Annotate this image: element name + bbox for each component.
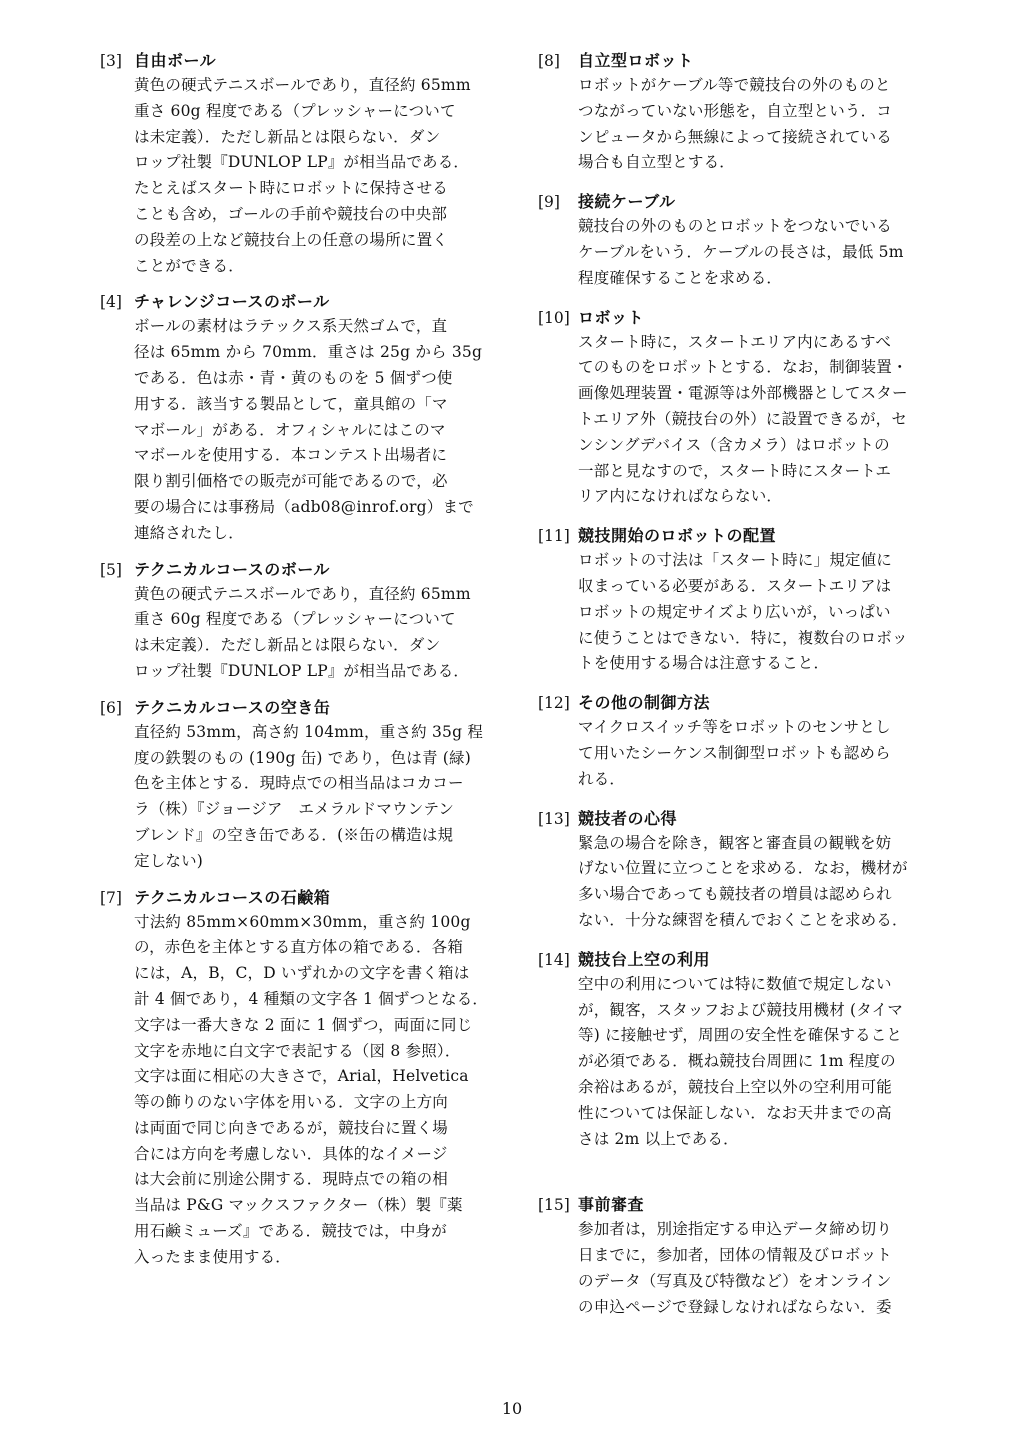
text-line: 要の場合には事務局（adb08@inrof.org）まで — [134, 497, 474, 516]
text-line: 黄色の硬式テニスボールであり，直径約 65mm — [134, 76, 471, 94]
section-heading — [538, 305, 948, 330]
text-line: て用いたシーケンス制御型ロボットも認めら — [578, 743, 891, 762]
text-line: 合には方向を考慮しない．具体的なイメージ — [134, 1144, 448, 1163]
section-number: [7] — [100, 888, 122, 907]
text-line: 計 4 個であり，4 種類の文字各 1 個ずつとなる． — [134, 989, 489, 1008]
text-line: スタート時に，スタートエリア内にあるすべ — [578, 332, 892, 351]
section-5 — [100, 557, 500, 685]
section-title: 競技開始のロボットの配置 — [578, 526, 777, 546]
text-line: が必須である．概ね競技台周囲に 1m 程度の — [578, 1052, 896, 1071]
text-line: ロボットの規定サイズより広いが，いっぱい — [578, 602, 891, 621]
section-number: [9] — [538, 193, 560, 212]
text-line: のデータ（写真及び特徴など）をオンライン — [578, 1271, 892, 1290]
text-line: 多い場合であっても競技者の増員は認められ — [578, 885, 892, 904]
page-number: 10 — [501, 1399, 523, 1418]
section-9 — [538, 189, 948, 291]
section-heading — [538, 947, 948, 972]
section-heading — [100, 557, 500, 582]
text-line: 画像処理装置・電源等は外部機器としてスター — [578, 384, 908, 403]
section-14 — [538, 947, 948, 1153]
section-heading — [100, 885, 500, 910]
text-line: 寸法約 85mm×60mm×30mm，重さ約 100g — [134, 912, 471, 931]
right-column — [538, 48, 948, 1320]
section-body — [578, 972, 948, 1153]
section-body — [134, 73, 500, 279]
text-line: 緊急の場合を除き，観客と審査員の観戦を妨 — [578, 833, 892, 852]
section-title: 接続ケーブル — [578, 192, 676, 212]
section-body — [134, 910, 500, 1271]
text-line: の段差の上など競技台上の任意の場所に置く — [134, 230, 449, 249]
section-15 — [538, 1192, 948, 1320]
section-heading — [538, 189, 948, 214]
text-line: 重さ 60g 程度である（プレッシャーについて — [134, 101, 456, 120]
text-line: の，赤色を主体とする直方体の箱である．各箱 — [134, 938, 464, 957]
text-line: ことができる． — [134, 256, 244, 275]
text-line: つながっていない形態を，自立型という．コ — [578, 101, 893, 120]
text-line: 当品は P&G マックスファクター（株）製『薬 — [134, 1196, 463, 1215]
text-line: 黄色の硬式テニスボールであり，直径約 65mm — [134, 584, 471, 603]
section-number: [3] — [100, 52, 122, 70]
text-line: ロップ社製『DUNLOP LP』が相当品である． — [134, 661, 470, 680]
text-line: 径は 65mm から 70mm．重さは 25g から 35g — [134, 343, 483, 362]
text-line: 度の鉄製のもの (190g 缶) であり，色は青 (緑) — [134, 748, 472, 767]
section-number: [4] — [100, 293, 122, 312]
section-body — [578, 73, 948, 176]
text-line: 用石鹸ミューズ』である．競技では，中身が — [134, 1222, 447, 1241]
text-line: は両面で同じ向きであるが，競技台に置く場 — [134, 1118, 449, 1137]
section-6 — [100, 695, 500, 875]
text-line: マイクロスイッチ等をロボットのセンサとし — [578, 718, 891, 737]
text-line: 競技台の外のものとロボットをつないでいる — [578, 217, 893, 236]
text-line: 等の飾りのない字体を用いる．文字の上方向 — [134, 1093, 449, 1112]
section-title: テクニカルコースのボール — [134, 559, 330, 579]
section-body — [134, 720, 500, 875]
text-line: マボール」がある．オフィシャルにはこのマ — [134, 420, 446, 439]
text-line: げない位置に立つことを求める．なお，機材が — [578, 859, 908, 878]
section-8 — [538, 48, 948, 176]
text-line: ロップ社製『DUNLOP LP』が相当品である． — [134, 153, 470, 172]
text-line: ブレンド』の空き缶である．(※缶の構造は規 — [134, 825, 454, 844]
section-heading — [538, 48, 948, 73]
text-line: 余裕はあるが，競技台上空以外の空利用可能 — [578, 1077, 893, 1096]
section-number: [10] — [538, 308, 570, 327]
text-line: 程度確保することを求める． — [578, 268, 783, 287]
text-line: 限り割引価格での販売が可能であるので，必 — [134, 472, 448, 491]
text-line: てのものをロボットとする．なお，制御装置・ — [578, 358, 908, 377]
text-line: さは 2m 以上である． — [578, 1129, 739, 1148]
text-line: トを使用する場合は注意すること． — [578, 654, 830, 673]
section-title: 競技者の心得 — [578, 808, 678, 828]
section-number: [8] — [538, 52, 560, 70]
text-line: 入ったまま使用する． — [134, 1247, 292, 1266]
section-11 — [538, 523, 948, 677]
text-line: ンピュータから無線によって接続されている — [578, 127, 893, 146]
section-number: [6] — [100, 698, 122, 717]
section-heading — [538, 523, 948, 548]
section-body — [134, 582, 500, 685]
text-line: 参加者は，別途指定する申込データ締め切り — [578, 1220, 893, 1239]
text-line: 重さ 60g 程度である（プレッシャーについて — [134, 610, 456, 629]
section-number: [11] — [538, 527, 570, 546]
text-line: トエリア外（競技台の外）に設置できるが，セ — [578, 409, 908, 428]
section-title: その他の制御方法 — [578, 693, 711, 713]
text-line: 空中の利用については特に数値で規定しない — [578, 974, 892, 993]
text-line: 文字を赤地に白文字で表記する（図 8 参照）． — [134, 1041, 461, 1060]
text-line: が，観客，スタッフおよび競技用機材 (タイマ — [578, 1000, 904, 1019]
section-title: テクニカルコースの空き缶 — [134, 697, 331, 717]
section-heading — [100, 289, 500, 314]
text-line: ことも含め，ゴールの手前や競技台の中央部 — [134, 204, 448, 223]
text-line: の申込ページで登録しなければならない．委 — [578, 1297, 892, 1316]
text-line: 色を主体とする．現時点での相当品はコカコー — [134, 774, 464, 793]
text-line: 文字は一番大きな 2 面に 1 個ずつ，両面に同じ — [134, 1015, 473, 1034]
text-line: ケーブルをいう．ケーブルの長さは，最低 5m — [578, 242, 904, 261]
section-body — [578, 831, 948, 934]
section-number: [14] — [538, 950, 570, 969]
section-title: テクニカルコースの石鹸箱 — [134, 887, 331, 907]
section-body — [578, 330, 948, 511]
text-line: は大会前に別途公開する．現時点での箱の相 — [134, 1170, 449, 1189]
text-line: に使うことはできない．特に，複数台のロボッ — [578, 628, 908, 647]
section-title: チャレンジコースのボール — [134, 292, 330, 312]
section-heading — [538, 1192, 948, 1217]
text-line: ラ（株）『ジョージア エメラルドマウンテン — [134, 800, 455, 819]
text-line: 用する．該当する製品として，童具館の「マ — [134, 394, 448, 413]
section-number: [15] — [538, 1196, 570, 1215]
text-line: リア内になければならない． — [578, 487, 783, 506]
text-line: ロボットがケーブル等で競技台の外のものと — [578, 76, 891, 94]
section-title: 競技台上空の利用 — [578, 949, 711, 969]
text-line: 文字は面に相応の大きさで，Arial，Helvetica — [134, 1067, 469, 1086]
text-line: である．色は赤・青・黄のものを 5 個ずつ使 — [134, 368, 453, 387]
section-number: [12] — [538, 694, 570, 713]
text-line: たとえばスタート時にロボットに保持させる — [134, 179, 449, 198]
section-heading — [100, 695, 500, 720]
section-12 — [538, 690, 948, 792]
text-line: 場合も自立型とする． — [578, 153, 736, 172]
section-number: [13] — [538, 809, 570, 828]
text-line: 定しない) — [134, 851, 204, 870]
text-line: は未定義）．ただし新品とは限らない．ダン — [134, 636, 441, 655]
text-line: 等) に接触せず，周囲の安全性を確保すること — [578, 1026, 903, 1045]
text-line: には，A，B，C，D いずれかの文字を書く箱は — [134, 964, 470, 983]
text-line: 一部と見なすので，スタート時にスタートエ — [578, 461, 892, 480]
text-line: 収まっている必要がある．スタートエリアは — [578, 576, 892, 595]
section-title: ロボット — [578, 307, 645, 327]
text-line: 性については保証しない．なお天井までの高 — [578, 1103, 892, 1122]
text-line: 連絡されたし． — [134, 523, 244, 542]
section-10 — [538, 305, 948, 511]
section-heading — [538, 690, 948, 715]
text-line: ボールの素材はラテックス系天然ゴムで，直 — [134, 317, 448, 336]
section-4 — [100, 289, 500, 546]
section-body — [578, 1217, 948, 1320]
section-body — [578, 548, 948, 677]
section-heading — [538, 806, 948, 831]
section-13 — [538, 806, 948, 934]
section-title: 自由ボール — [134, 51, 217, 70]
section-7 — [100, 885, 500, 1271]
text-line: 日までに，参加者，団体の情報及びロボット — [578, 1246, 893, 1265]
section-heading — [100, 48, 500, 73]
text-line: ない．十分な練習を積んでおくことを求める． — [578, 910, 908, 929]
section-title: 自立型ロボット — [578, 51, 694, 70]
text-line: れる． — [578, 769, 626, 788]
text-line: ロボットの寸法は「スタート時に」規定値に — [578, 551, 893, 570]
section-body — [578, 214, 948, 291]
left-column — [100, 48, 500, 1271]
text-line: ンシングデバイス（含カメラ）はロボットの — [578, 435, 890, 454]
section-body — [578, 715, 948, 792]
section-3 — [100, 48, 500, 279]
text-line: 直径約 53mm，高さ約 104mm，重さ約 35g 程 — [134, 722, 484, 741]
section-body — [134, 314, 500, 546]
section-number: [5] — [100, 560, 122, 579]
text-line: マボールを使用する．本コンテスト出場者に — [134, 446, 448, 465]
section-title: 事前審査 — [578, 1195, 645, 1215]
text-line: は未定義）．ただし新品とは限らない．ダン — [134, 127, 441, 146]
